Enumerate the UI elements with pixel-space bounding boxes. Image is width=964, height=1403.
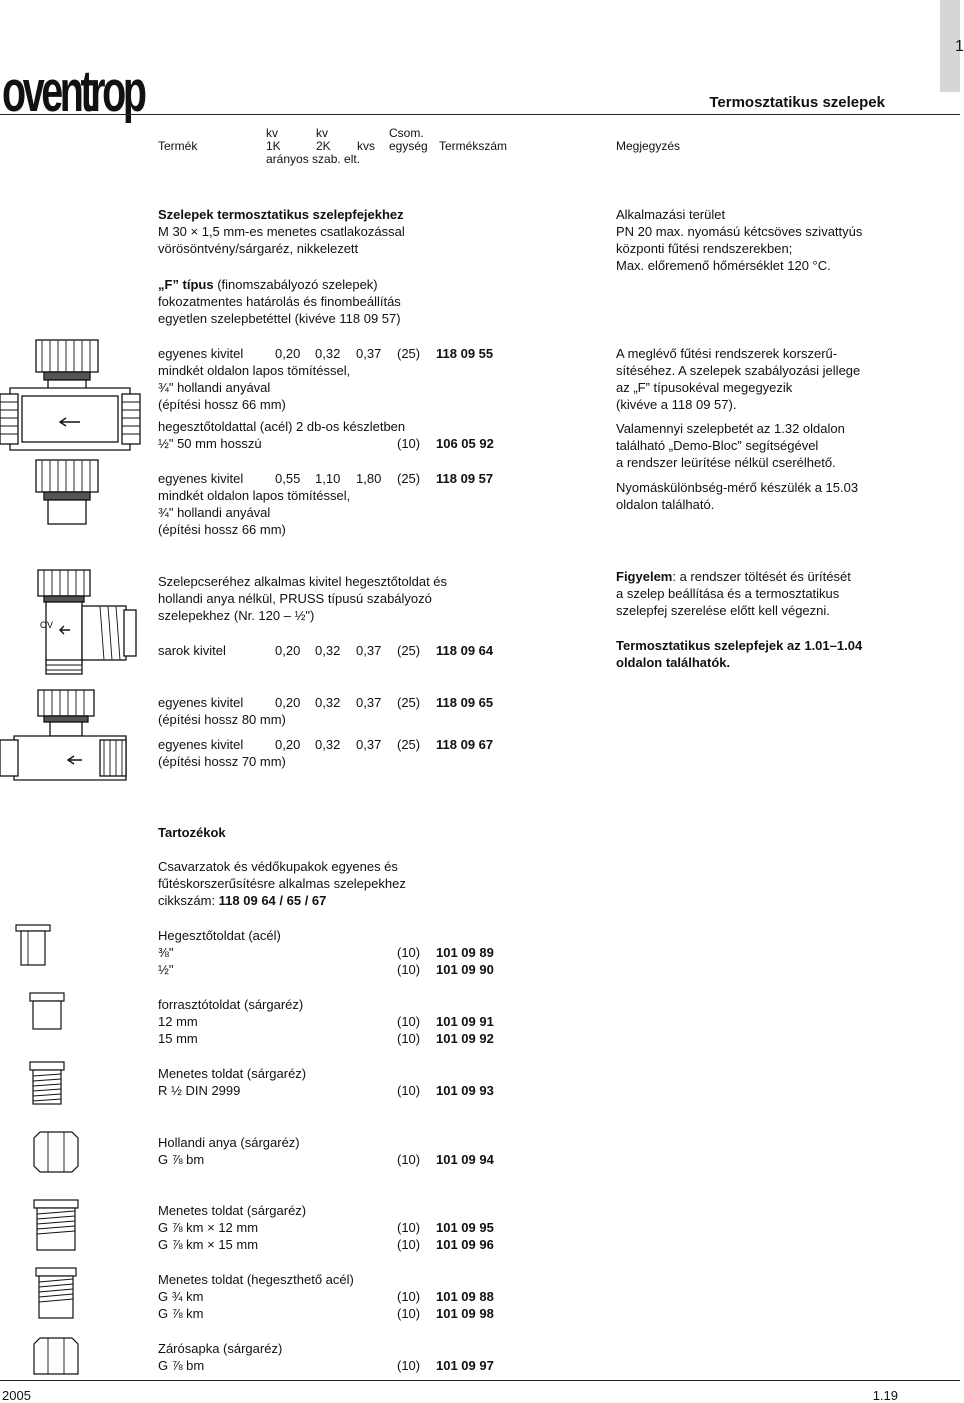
kv2-value: 1,10 [315, 471, 341, 486]
note-insert: a rendszer leürítése nélkül cserélhető. [616, 455, 836, 470]
product-detail: ¾" hollandi anyával [158, 505, 271, 520]
kv2-value: 0,32 [315, 737, 341, 752]
kvs-value: 0,37 [356, 695, 382, 710]
weld-nipple-icon [16, 925, 50, 965]
accessory-group-title: forrasztótoldat (sárgaréz) [158, 997, 304, 1012]
note-application: Alkalmazási terület [616, 207, 726, 222]
accessory-group-title: Zárósapka (sárgaréz) [158, 1341, 283, 1356]
pack-value: (10) [397, 1220, 421, 1235]
accessories-title: Tartozékok [158, 825, 226, 840]
col-kv2-l1: kv [316, 126, 328, 140]
note-insert: Valamennyi szelepbetét az 1.32 oldalon [616, 421, 845, 436]
product-label: egyenes kivitel [158, 346, 244, 361]
col-kvs: kvs [357, 139, 375, 153]
pack-value: (10) [397, 1289, 421, 1304]
kv1-value: 0,20 [275, 695, 301, 710]
accessory-group-title: Menetes toldat (hegeszthető acél) [158, 1272, 354, 1287]
note-pressure: Nyomáskülönbség-mérő készülék a 15.03 [616, 480, 859, 495]
col-kv1-l2: 1K [266, 139, 281, 153]
weld-set-size: ½" 50 mm hosszú [158, 436, 262, 451]
codes-label: cikkszám: [158, 893, 219, 908]
pack-value: (10) [397, 1152, 421, 1167]
pack-value: (25) [397, 346, 421, 361]
product-code: 101 09 94 [436, 1152, 494, 1167]
accessory-group-title: Menetes toldat (sárgaréz) [158, 1066, 307, 1081]
intro-line: M 30 × 1,5 mm-es menetes csatlakozással [158, 224, 405, 239]
accessory-size: ⅜" [158, 945, 174, 960]
threaded-tailpiece-icon [34, 1200, 78, 1250]
accessory-size: 15 mm [158, 1031, 198, 1046]
modernization-valve-drawing [0, 690, 140, 780]
accessory-size: R ½ DIN 2999 [158, 1083, 241, 1098]
kv1-value: 0,20 [275, 346, 301, 361]
product-detail: ¾" hollandi anyával [158, 380, 271, 395]
note-application: PN 20 max. nyomású kétcsöves szivattyús [616, 224, 863, 239]
attention-label: Figyelem [616, 569, 673, 584]
col-pack-l2: egység [389, 139, 428, 153]
replacement-text: Szelepcseréhez alkalmas kivitel hegesztőtoldat és [158, 574, 448, 589]
product-detail: (építési hossz 66 mm) [158, 522, 286, 537]
col-pack-l1: Csom. [389, 126, 424, 140]
pack-value: (10) [397, 1237, 421, 1252]
product-detail: (építési hossz 80 mm) [158, 712, 286, 727]
accessory-size: G ⅞ km × 15 mm [158, 1237, 259, 1252]
kvs-value: 1,80 [356, 471, 382, 486]
kv2-value: 0,32 [315, 346, 341, 361]
attention-line: a szelep beállítása és a termosztatikus [616, 586, 840, 601]
col-kv-l3: arányos szab. elt. [266, 152, 361, 166]
product-code: 101 09 91 [436, 1014, 494, 1029]
kv1-value: 0,20 [275, 737, 301, 752]
type-line [158, 276, 378, 293]
type-detail: fokozatmentes határolás és finombeállítás [158, 294, 401, 309]
weld-set-line: hegesztőtoldattal (acél) 2 db-os készletben [158, 419, 406, 434]
accessory-size: G ¾ km [158, 1289, 204, 1304]
product-code: 101 09 89 [436, 945, 494, 960]
product-code: 101 09 95 [436, 1220, 494, 1235]
product-label: sarok kivitel [158, 643, 226, 658]
note-modernization: sítéséhez. A szelepek szabályozási jellege [616, 363, 861, 378]
threaded-nipple-icon [30, 1062, 64, 1106]
product-detail: mindkét oldalon lapos tömítéssel, [158, 488, 351, 503]
accessory-group-title: Hegesztőtoldat (acél) [158, 928, 281, 943]
product-label: egyenes kivitel [158, 695, 244, 710]
kv1-value: 0,20 [275, 643, 301, 658]
product-code: 101 09 92 [436, 1031, 494, 1046]
footer-page: 1.19 [872, 1388, 898, 1403]
pack-value: (25) [397, 695, 421, 710]
accessory-size: G ⅞ bm [158, 1152, 205, 1167]
type-rest: (finomszabályozó szelepek) [213, 277, 378, 292]
sealing-cap-icon [34, 1338, 78, 1374]
product-code: 118 09 55 [436, 346, 494, 361]
kvs-value: 0,37 [356, 737, 382, 752]
product-detail: (építési hossz 70 mm) [158, 754, 286, 769]
pack-value: (25) [397, 643, 421, 658]
accessories-intro: Csavarzatok és védőkupakok egyenes és [158, 859, 398, 874]
accessories-intro: fűtéskorszerűsítésre alkalmas szelepekhez [158, 876, 406, 891]
accessory-size: G ⅞ bm [158, 1358, 205, 1373]
product-detail: (építési hossz 66 mm) [158, 397, 286, 412]
product-code: 101 09 98 [436, 1306, 494, 1321]
footer-rule [0, 1380, 960, 1381]
brand-logo: oventrop [2, 59, 144, 124]
pack-value: (10) [397, 1014, 421, 1029]
product-code: 101 09 88 [436, 1289, 494, 1304]
pack-value: (25) [397, 471, 421, 486]
kv2-value: 0,32 [315, 695, 341, 710]
intro-line: vörösöntvény/sárgaréz, nikkelezett [158, 241, 359, 256]
attention-rest: : a rendszer töltését és ürítését [672, 569, 851, 584]
pack-value: (25) [397, 737, 421, 752]
col-code: Termékszám [439, 139, 508, 153]
pack-value: (10) [397, 1358, 421, 1373]
product-code: 101 09 97 [436, 1358, 494, 1373]
product-code: 118 09 57 [436, 471, 494, 486]
product-detail: mindkét oldalon lapos tömítéssel, [158, 363, 351, 378]
angle-valve-drawing [28, 570, 138, 675]
pack-value: (10) [397, 962, 421, 977]
straight-valve-drawing [0, 340, 140, 530]
note-modernization: A meglévő fűtési rendszerek korszerű- [616, 346, 838, 361]
product-code: 118 09 64 [436, 643, 494, 658]
product-code: 118 09 65 [436, 695, 494, 710]
heads-note: oldalon találhatók. [616, 655, 731, 670]
col-kv2-l2: 2K [316, 139, 331, 153]
kvs-value: 0,37 [356, 346, 382, 361]
replacement-text: szelepekhez (Nr. 120 – ½") [158, 608, 315, 623]
pack-value: (10) [397, 1031, 421, 1046]
type-title: „F” típus [158, 277, 214, 292]
product-code: 101 09 93 [436, 1083, 494, 1098]
accessory-group-title: Menetes toldat (sárgaréz) [158, 1203, 307, 1218]
note-pressure: oldalon található. [616, 497, 715, 512]
footer-year: 2005 [2, 1388, 31, 1403]
page-title: Termosztatikus szelepek [709, 94, 885, 111]
accessory-size: G ⅞ km [158, 1306, 204, 1321]
product-code: 118 09 67 [436, 737, 494, 752]
attention-note [616, 568, 851, 585]
note-modernization: (kivéve a 118 09 57). [616, 397, 737, 412]
header-rule [0, 114, 960, 115]
pack-value: (10) [397, 1083, 421, 1098]
accessory-group-title: Hollandi anya (sárgaréz) [158, 1135, 300, 1150]
kvs-value: 0,37 [356, 643, 382, 658]
weldable-tailpiece-icon [36, 1268, 76, 1318]
product-code: 101 09 96 [436, 1237, 494, 1252]
accessory-size: 12 mm [158, 1014, 198, 1029]
kv1-value: 0,55 [275, 471, 301, 486]
pack-value: (10) [397, 1306, 421, 1321]
union-nut-icon [34, 1132, 78, 1172]
ov-mark: OV [40, 620, 54, 630]
section-tab-number: 1 [955, 38, 964, 55]
accessory-size: G ⅞ km × 12 mm [158, 1220, 259, 1235]
codes-value: 118 09 64 / 65 / 67 [218, 893, 327, 908]
pack-value: (10) [397, 436, 421, 451]
note-modernization: az „F” típusokéval megegyezik [616, 380, 793, 395]
product-code: 106 05 92 [436, 436, 494, 451]
col-product: Termék [158, 139, 198, 153]
note-insert: található „Demo-Bloc” segítségével [616, 438, 819, 453]
col-kv1-l1: kv [266, 126, 278, 140]
type-detail: egyetlen szelepbetéttel (kivéve 118 09 57) [158, 311, 401, 326]
intro-title: Szelepek termosztatikus szelepfejekhez [158, 207, 404, 222]
kv2-value: 0,32 [315, 643, 341, 658]
accessories-codes [158, 892, 326, 909]
heads-note: Termosztatikus szelepfejek az 1.01–1.04 [616, 638, 863, 653]
pack-value: (10) [397, 945, 421, 960]
accessory-size: ½" [158, 962, 174, 977]
attention-line: szelepfej szerelése előtt kell végezni. [616, 603, 830, 618]
product-label: egyenes kivitel [158, 737, 244, 752]
col-note: Megjegyzés [616, 139, 681, 153]
solder-nipple-icon [30, 993, 64, 1029]
product-label: egyenes kivitel [158, 471, 244, 486]
note-application: Max. előremenő hőmérséklet 120 °C. [616, 258, 831, 273]
product-code: 101 09 90 [436, 962, 494, 977]
replacement-text: hollandi anya nélkül, PRUSS típusú szabályozó [158, 591, 432, 606]
note-application: központi fűtési rendszerekben; [616, 241, 793, 256]
